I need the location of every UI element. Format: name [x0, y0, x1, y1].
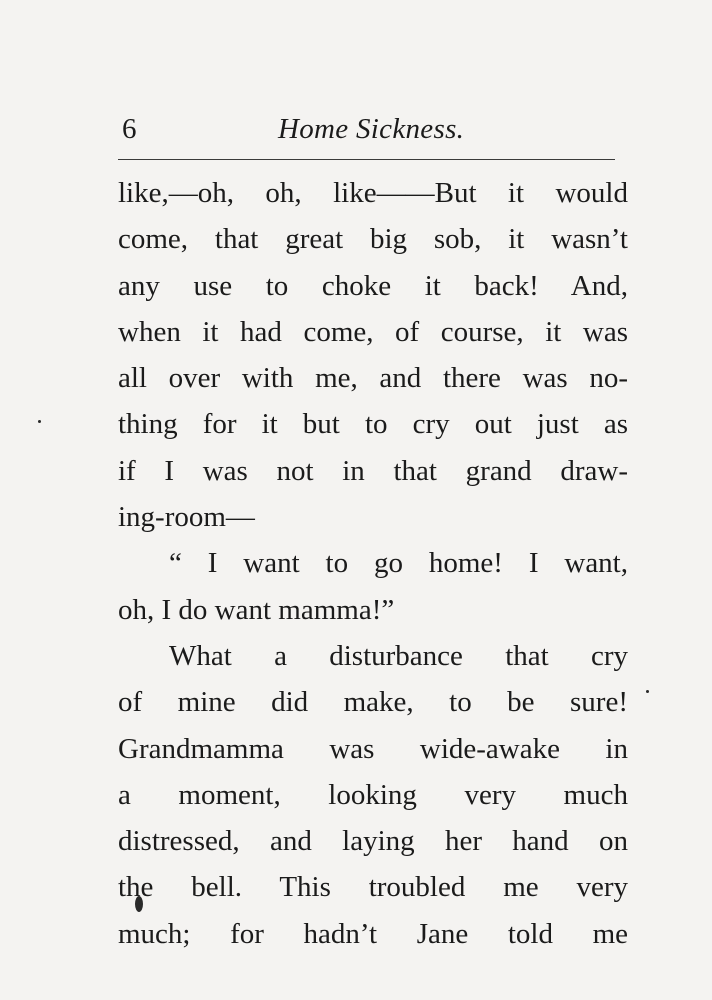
text-line: Grandmamma was wide-awake in: [118, 732, 628, 765]
text-line: any use to choke it back! And,: [118, 269, 628, 302]
text-line: if I was not in that grand draw-: [118, 454, 628, 487]
text-line: the bell. This troubled me very: [118, 871, 628, 904]
running-title: Home Sickness.: [278, 113, 465, 145]
text-line: much; for hadn’t Jane told me: [118, 917, 628, 950]
text-line: of mine did make, to be sure!: [118, 686, 628, 719]
text-line: ing-room—: [118, 501, 255, 534]
text-line: come, that great big sob, it wasn’t: [118, 223, 628, 256]
page-number: 6: [122, 113, 137, 145]
text-line: What a disturbance that cry: [169, 639, 628, 672]
text-line: when it had come, of course, it was: [118, 315, 628, 348]
text-line: oh, I do want mamma!”: [118, 593, 395, 626]
text-line: thing for it but to cry out just as: [118, 408, 628, 441]
text-line: “ I want to go home! I want,: [169, 547, 628, 580]
page-header: [118, 108, 628, 152]
text-line: distressed, and laying her hand on: [118, 825, 628, 858]
ink-speck: [646, 690, 649, 693]
header-rule: [118, 159, 615, 160]
text-line: like,—oh, oh, like——But it would: [118, 177, 628, 209]
text-line: a moment, looking very much: [118, 778, 628, 811]
body-text: [118, 170, 628, 957]
text-line: all over with me, and there was no-: [118, 362, 628, 395]
ink-speck: [38, 420, 41, 423]
